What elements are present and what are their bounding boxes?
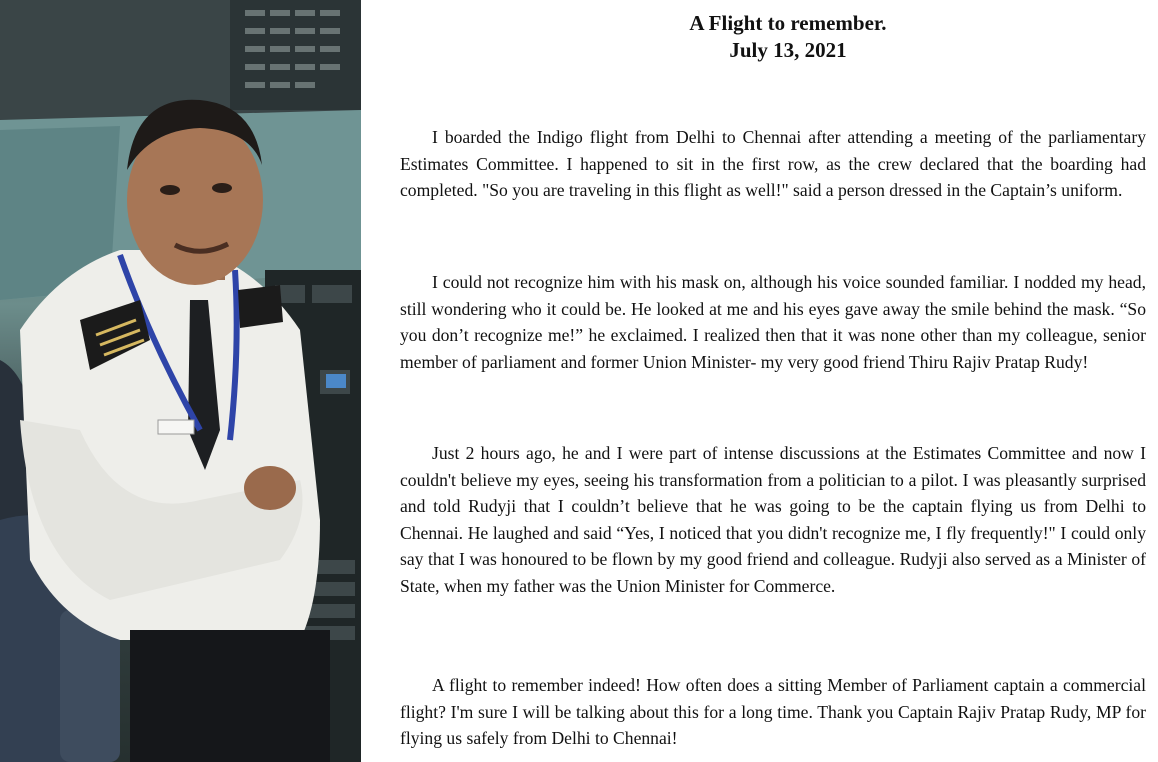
paragraph-3 (400, 440, 1146, 600)
paragraph-3-text: Just 2 hours ago, he and I were part of intense discussions at the Estimates Committee and now I couldn't believe my eyes, seeing his transformation from a politician to a pilot. I was pleasantly surprised and told Rudyji that I couldn’t believe that he was going to be the captain flying us from Delhi to Chennai. He laughed and said “Yes, I noticed that you didn't recognize me, I fly frequently!" I could only say that I was honoured to be flown by my good friend and colleague. Rudyji also served as a Minister of State, when my father was the Union Minister for Commerce. (400, 443, 1146, 596)
letter-heading (400, 10, 1148, 64)
paragraph-4-text: A flight to remember indeed! How often does a sitting Member of Parliament captain a commercial flight? I'm sure I will be talking about this for a long time. Thank you Captain Rajiv Pratap Rudy, MP for flying us safely from Delhi to Chennai! (400, 675, 1146, 749)
pilot-portrait-illustration (0, 0, 361, 762)
paragraph-1 (400, 124, 1146, 204)
paragraph-1-text: I boarded the Indigo flight from Delhi to Chennai after attending a meeting of the parliamentary Estimates Committee. I happened to sit in the first row, as the crew declared that the boarding had completed. "So you are traveling in this flight as well!" said a person dressed in the Captain’s uniform. (400, 127, 1146, 201)
paragraph-4 (400, 672, 1146, 752)
letter-title: A Flight to remember. (689, 11, 887, 35)
paragraph-2-text: I could not recognize him with his mask on, although his voice sounded familiar. I nodded my head, still wondering who it could be. He looked at me and his eyes gave away the smile behind the mask. “So you don’t recognize me!” he exclaimed. I realized then that it was none other than my colleague, senior member of parliament and former Union Minister- my very good friend Thiru Rajiv Pratap Rudy! (400, 272, 1146, 372)
cockpit-photo (0, 0, 361, 762)
letter (400, 0, 1148, 762)
letter-date: July 13, 2021 (729, 38, 847, 62)
paragraph-2 (400, 269, 1146, 375)
